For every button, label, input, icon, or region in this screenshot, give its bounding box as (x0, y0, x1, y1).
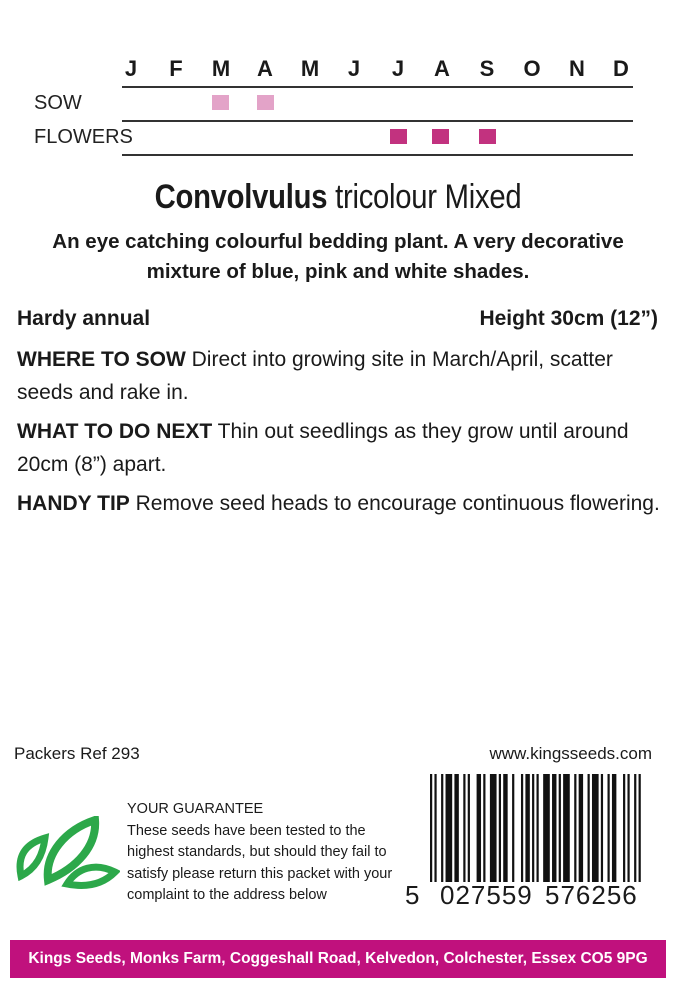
barcode-bar (446, 774, 453, 882)
flowers-row-label: FLOWERS (34, 126, 133, 148)
barcode-bar (559, 774, 561, 882)
section-text: Thin out seedlings as they grow until around 20cm (8”) apart. (17, 420, 629, 476)
leaf-logo-icon (15, 816, 120, 891)
barcode-bar (592, 774, 599, 882)
month-nov: N (569, 56, 585, 81)
barcode-bar (525, 774, 529, 882)
month-sep: S (479, 56, 495, 81)
sow-marker-apr (257, 95, 274, 110)
barcode-bar (483, 774, 485, 882)
month-mar: M (211, 56, 231, 81)
barcode-bar (499, 774, 501, 882)
plant-height: Height 30cm (12”) (479, 307, 658, 330)
plant-description: An eye catching colourful bedding plant. A very decorative mixture of blue, pink and white shades. (52, 230, 624, 283)
what-to-do-next-section (17, 415, 667, 481)
plant-title (47, 178, 628, 217)
guarantee-block (127, 799, 397, 907)
barcode-bar (612, 774, 616, 882)
barcode-bar (532, 774, 534, 882)
barcode-right-digits: 576256 (545, 880, 638, 910)
barcode-bar (441, 774, 443, 882)
guarantee-heading: YOUR GUARANTEE (127, 801, 264, 817)
where-to-sow-section (17, 343, 667, 409)
month-jul: J (391, 56, 405, 81)
barcode-bar (634, 774, 636, 882)
calendar-rule (122, 120, 633, 122)
plant-type: Hardy annual (17, 307, 151, 330)
address-footer: Kings Seeds, Monks Farm, Coggeshall Road, Kelvedon, Colchester, Essex CO5 9PG (10, 940, 666, 978)
barcode-bar (623, 774, 625, 882)
barcode-bar (468, 774, 470, 882)
barcode-bar (639, 774, 641, 882)
sow-marker-mar (212, 95, 229, 110)
barcode-bar (574, 774, 576, 882)
barcode-bar (579, 774, 583, 882)
section-text: Direct into growing site in March/April, scatter seeds and rake in. (17, 348, 613, 404)
month-apr: A (257, 56, 273, 81)
barcode-bar (627, 774, 629, 882)
barcode-bar (537, 774, 539, 882)
barcode-bar (477, 774, 481, 882)
barcode-bar (490, 774, 497, 882)
barcode-bar (521, 774, 523, 882)
section-heading: WHAT TO DO NEXT (17, 420, 213, 443)
guarantee-text: These seeds have been tested to the highest standards, but should they fail to satisfy please return this packet with your complaint to the address below (127, 822, 393, 903)
barcode (430, 774, 643, 882)
month-may: M (300, 56, 320, 81)
barcode-bar (608, 774, 610, 882)
barcode-bar (601, 774, 603, 882)
barcode-left-digits: 027559 (440, 880, 533, 910)
plant-variety: tricolour Mixed (335, 178, 522, 216)
packers-ref: Packers Ref 293 (14, 744, 140, 763)
barcode-bar (463, 774, 465, 882)
month-aug: A (434, 56, 450, 81)
barcode-bar (543, 774, 550, 882)
month-jun: J (347, 56, 361, 81)
flowers-marker-jul (390, 129, 407, 144)
barcode-bar (552, 774, 556, 882)
barcode-bar (588, 774, 590, 882)
barcode-bar (454, 774, 458, 882)
flowers-marker-sep (479, 129, 496, 144)
section-heading: WHERE TO SOW (17, 348, 186, 371)
barcode-bar (434, 774, 436, 882)
barcode-bar (563, 774, 570, 882)
calendar-rule (122, 154, 633, 156)
section-heading: HANDY TIP (17, 492, 130, 515)
barcode-bar (512, 774, 514, 882)
month-feb: F (169, 56, 183, 81)
barcode-bar (503, 774, 507, 882)
month-jan: J (124, 56, 138, 81)
month-oct: O (523, 56, 541, 81)
handy-tip-section (17, 487, 667, 520)
month-dec: D (613, 56, 629, 81)
sow-row-label: SOW (34, 92, 82, 114)
plant-genus: Convolvulus (154, 178, 328, 216)
section-text: Remove seed heads to encourage continuous flowering. (129, 492, 660, 515)
barcode-bar (430, 774, 432, 882)
calendar-rule (122, 86, 633, 88)
barcode-first-digit: 5 (405, 880, 421, 910)
flowers-marker-aug (432, 129, 449, 144)
website-link[interactable]: www.kingsseeds.com (489, 744, 652, 763)
